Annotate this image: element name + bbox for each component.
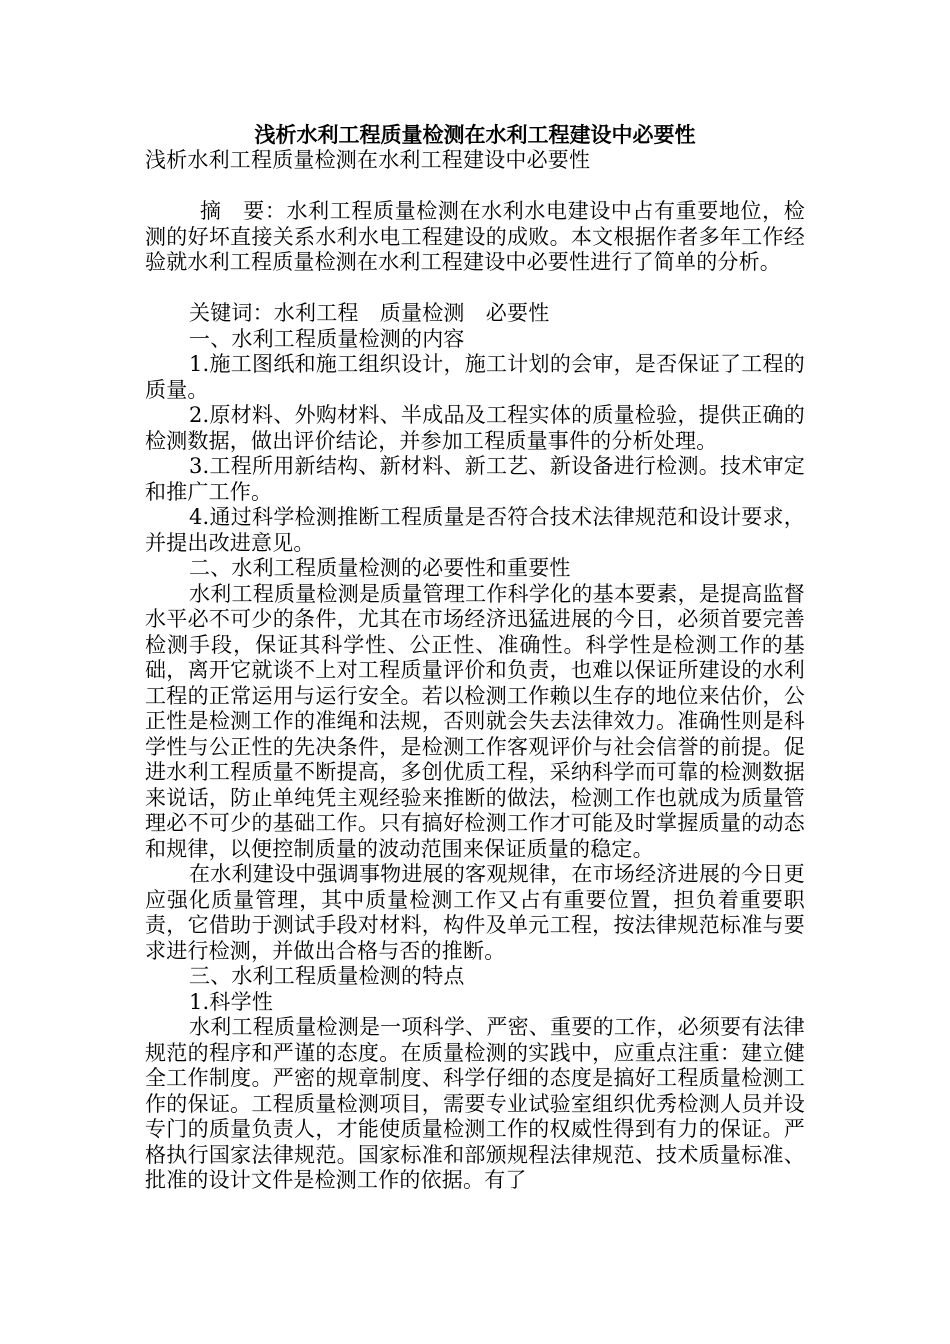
section-heading-3: 三、水利工程质量检测的特点 xyxy=(189,964,465,988)
list-item: 4.通过科学检测推断工程质量是否符合技术法律规范和设计要求，并提出改进意见。 xyxy=(145,505,805,555)
body-paragraph: 在水利建设中强调事物进展的客观规律，在市场经济进展的今日更应强化质量管理，其中质量检测工作又占有重要位置，担负着重要职责，它借助于测试手段对材料，构件及单元工程，按法律规范标准与要求进行检测，并做出合格与否的推断。 xyxy=(145,862,805,963)
section-heading-1: 一、水利工程质量检测的内容 xyxy=(189,326,465,351)
keywords-line: 关键词：水利工程 质量检测 必要性 xyxy=(189,301,550,325)
list-item: 3.工程所用新结构、新材料、新工艺、新设备进行检测。技术审定和推广工作。 xyxy=(145,454,805,504)
section-heading-2: 二、水利工程质量检测的必要性和重要性 xyxy=(189,556,571,580)
document-subtitle: 浅析水利工程质量检测在水利工程建设中必要性 xyxy=(145,148,591,172)
blank-line xyxy=(145,276,805,302)
blank-line xyxy=(145,174,805,200)
document-title: 浅析水利工程质量检测在水利工程建设中必要性 xyxy=(254,123,696,147)
body-paragraph: 水利工程质量检测是一项科学、严密、重要的工作，必须要有法律规范的程序和严谨的态度。在质量检测的实践中，应重点注重：建立健全工作制度。严密的规章制度、科学仔细的态度是搞好工程质量检测工作的保证。工程质量检测项目，需要专业试验室组织优秀检测人员并设专门的质量负责人，才能使质量检测工作的权威性得到有力的保证。严格执行国家法律规范。国家标准和部颁规程法律规范、技术质量标准、批准的设计文件是检测工作的依据。有了 xyxy=(145,1015,805,1192)
body-paragraph: 水利工程质量检测是质量管理工作科学化的基本要素，是提高监督水平必不可少的条件，尤其在市场经济迅猛进展的今日，必须首要完善检测手段，保证其科学性、公正性、准确性。科学性是检测工作的基础，离开它就谈不上对工程质量评价和负责，也难以保证所建设的水利工程的正常运用与运行安全。若以检测工作赖以生存的地位来估价，公正性是检测工作的准绳和法规，否则就会失去法律效力。准确性则是科学性与公正性的先决条件，是检测工作客观评价与社会信誉的前提。促进水利工程质量不断提高，多创优质工程，采纳科学而可靠的检测数据来说话，防止单纯凭主观经验来推断的做法，检测工作也就成为质量管理必不可少的基础工作。只有搞好检测工作才可能及时掌握质量的动态和规律，以便控制质量的波动范围来保证质量的稳定。 xyxy=(145,581,805,861)
abstract-paragraph: 摘 要：水利工程质量检测在水利水电建设中占有重要地位，检测的好坏直接关系水利水电工程建设的成败。本文根据作者多年工作经验就水利工程质量检测在水利工程建设中必要性进行了简单的分析。 xyxy=(145,199,805,274)
subsection-heading: 1.科学性 xyxy=(189,989,274,1014)
document-body xyxy=(145,148,805,1194)
list-item: 2.原材料、外购材料、半成品及工程实体的质量检验，提供正确的检测数据，做出评价结论，并参加工程质量事件的分析处理。 xyxy=(145,403,805,453)
list-item: 1.施工图纸和施工组织设计，施工计划的会审，是否保证了工程的质量。 xyxy=(145,352,805,402)
